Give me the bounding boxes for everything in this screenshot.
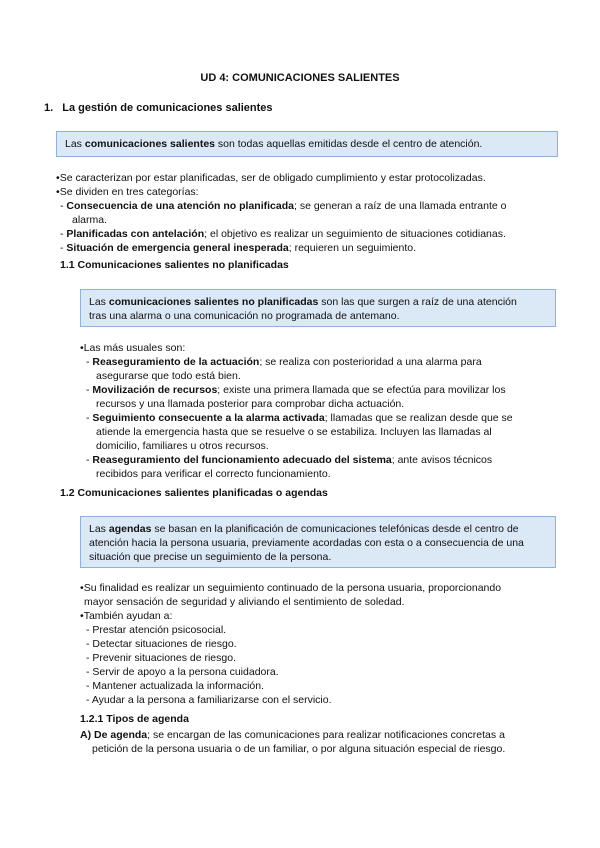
list-item: - Reaseguramiento de la actuación; se realiza con posterioridad a una alarma para [86,356,482,368]
list-item: - Situación de emergencia general inesperada; requieren un seguimiento. [60,242,417,254]
list-item: - Detectar situaciones de riesgo. [86,638,237,650]
section-1-heading [44,102,273,114]
list-item: •Se caracterizan por estar planificadas, ser de obligado cumplimiento y estar protocolizadas. [56,172,486,184]
definition-box: Las agendas se basan en la planificación de comunicaciones telefónicas desde el centro de atención hacia la persona usuaria, previamente acordadas con esta o a consecuencia de una situación que precise un seguimiento de la persona. [80,516,556,568]
section-title: La gestión de comunicaciones salientes [62,102,273,114]
list-item: - Movilización de recursos; existe una primera llamada que se efectúa para movilizar los [86,384,506,396]
list-intro: •Las más usuales son: [80,342,186,354]
section-1-2-1-heading: 1.2.1 Tipos de agenda [80,713,189,725]
section-number: 1. [44,102,54,114]
list-item: - Ayudar a la persona a familiarizarse con el servicio. [86,694,332,706]
list-item: - Servir de apoyo a la persona cuidadora. [86,666,279,678]
list-item: A) De agenda; se encargan de las comunicaciones para realizar notificaciones concretas a [80,729,505,741]
section-1-1-heading: 1.1 Comunicaciones salientes no planificadas [60,259,289,271]
agenda-types-list: A) De agenda; se encargan de las comunicaciones para realizar notificaciones concretas a petición de la persona usuaria o de un familiar, o por alguna situación especial de riesgo. [80,729,506,755]
list-item: - Seguimiento consecuente a la alarma activada; llamadas que se realizan desde que se [86,412,513,424]
list-item: - Reaseguramiento del funcionamiento adecuado del sistema; ante avisos técnicos [86,454,493,466]
list-item: - Consecuencia de una atención no planificada; se generan a raíz de una llamada entrante o [60,200,507,212]
list-item: - Planificadas con antelación; el objetivo es realizar un seguimiento de situaciones cotidianas. [60,228,506,240]
list-item: - Prevenir situaciones de riesgo. [86,652,236,664]
list-item: •Su finalidad es realizar un seguimiento continuado de la persona usuaria, proporcionando [80,582,502,594]
list-item-continuation: alarma. [72,214,108,226]
section-1-2-list: •Su finalidad es realizar un seguimiento continuado de la persona usuaria, proporcionando mayor sensación de seguridad y aliviando el sentimiento de soledad. •También ayudan a: - Prestar atención psicosocial. - Detectar situaciones de riesgo. - Prevenir situaciones de riesgo. - Servir de apoyo a la persona cuidadora. - Mantener actualizada la información. - Ayudar a la persona a familiarizarse con el servicio. [80,582,502,706]
list-item: - Prestar atención psicosocial. [86,624,227,636]
definition-box: Las comunicaciones salientes son todas aquellas emitidas desde el centro de atención. [56,131,558,157]
definition-box: Las comunicaciones salientes no planificadas son las que surgen a raíz de una atención tras una alarma o una comunicación no programada de antemano. [80,289,556,327]
list-item: - Mantener actualizada la información. [86,680,265,692]
section-1-2-heading: 1.2 Comunicaciones salientes planificadas o agendas [60,487,328,499]
list-item: •Se dividen en tres categorías: [56,186,199,198]
page-title: UD 4: COMUNICACIONES SALIENTES [200,72,400,84]
section-1-1-list: •Las más usuales son: - Reaseguramiento de la actuación; se realiza con posterioridad a una alarma para asegurarse que todo está bien. - Movilización de recursos; existe una primera llamada que se efectúa para movilizar los recursos y una llamada posterior para comprobar dicha actuación. - Seguimiento consecuente a la alarma activada; llamadas que se realizan desde que se atiende la emergencia hasta que se resuelve o se estabiliza. Incluyen las llamadas al domicilio, familiares u otros recursos. - Reaseguramiento del funcionamiento adecuado del sistema; ante avisos técnicos recibidos para verificar el correcto funcionamiento. [80,342,513,480]
list-item: •También ayudan a: [80,610,173,622]
section-1-bullets [56,171,506,255]
